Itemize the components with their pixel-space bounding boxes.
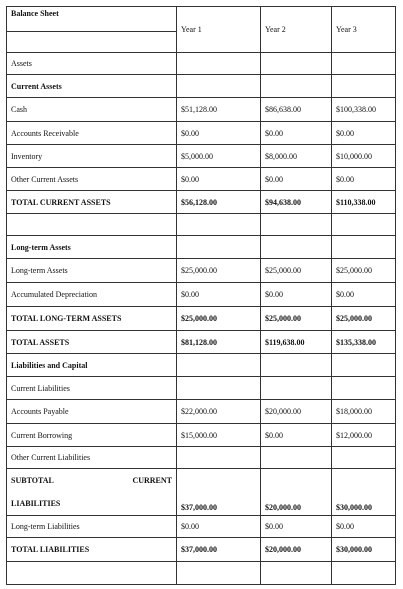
value-cell (332, 236, 396, 259)
row-label-part: SUBTOTAL (11, 476, 54, 485)
value-cell: $0.00 (177, 122, 261, 145)
table-row (7, 354, 396, 377)
table-row (7, 259, 396, 283)
value-cell (261, 236, 332, 259)
value-cell: $94,638.00 (261, 191, 332, 214)
value-cell (177, 562, 261, 585)
value-cell: $56,128.00 (177, 191, 261, 214)
row-label-part: LIABILITIES (11, 499, 61, 508)
row-label: Assets (7, 53, 177, 75)
value-cell: $0.00 (177, 283, 261, 307)
value-cell: $119,638.00 (261, 331, 332, 354)
value-cell: $0.00 (177, 168, 261, 191)
table-row (7, 469, 396, 516)
value-cell (332, 53, 396, 75)
value-cell: $30,000.00 (332, 538, 396, 562)
table-row (7, 98, 396, 122)
value-cell: $86,638.00 (261, 98, 332, 122)
value-cell: $25,000.00 (261, 307, 332, 331)
row-label: Accumulated Depreciation (7, 283, 177, 307)
row-label: Long-term Liabilities (7, 516, 177, 538)
value-cell (261, 377, 332, 400)
value-cell: $25,000.00 (332, 307, 396, 331)
row-label: Inventory (7, 145, 177, 168)
table-row (7, 122, 396, 145)
value-cell (332, 75, 396, 98)
table-row (7, 377, 396, 400)
value-cell: $0.00 (332, 122, 396, 145)
value-cell: $0.00 (261, 516, 332, 538)
value-cell: $100,338.00 (332, 98, 396, 122)
row-label: Current Liabilities (7, 377, 177, 400)
value-cell: $0.00 (261, 424, 332, 447)
balance-sheet-table (6, 6, 396, 585)
year-header-1: Year 1 (177, 7, 261, 53)
table-row (7, 236, 396, 259)
row-label: Accounts Payable (7, 400, 177, 424)
row-label: Current Assets (7, 75, 177, 98)
value-cell: $25,000.00 (177, 259, 261, 283)
value-cell (332, 354, 396, 377)
value-cell (332, 377, 396, 400)
table-row (7, 447, 396, 469)
row-label: TOTAL ASSETS (7, 331, 177, 354)
sheet-title: Balance Sheet (7, 7, 177, 32)
table-row (7, 283, 396, 307)
value-cell: $20,000.00 (261, 400, 332, 424)
balance-sheet-body (7, 7, 396, 585)
value-cell: $20,000.00 (261, 469, 332, 516)
table-row (7, 168, 396, 191)
value-cell: $0.00 (332, 168, 396, 191)
row-label: Long-term Assets (7, 259, 177, 283)
row-label-part: CURRENT (132, 476, 172, 485)
value-cell (177, 377, 261, 400)
value-cell: $37,000.00 (177, 469, 261, 516)
row-label: Other Current Assets (7, 168, 177, 191)
table-row (7, 307, 396, 331)
value-cell (177, 354, 261, 377)
title-row (7, 7, 396, 32)
value-cell: $0.00 (261, 283, 332, 307)
row-label: Accounts Receivable (7, 122, 177, 145)
table-row (7, 214, 396, 236)
table-row (7, 191, 396, 214)
value-cell: $18,000.00 (332, 400, 396, 424)
row-label: TOTAL CURRENT ASSETS (7, 191, 177, 214)
value-cell: $30,000.00 (332, 469, 396, 516)
table-row (7, 53, 396, 75)
table-row (7, 424, 396, 447)
value-cell: $0.00 (177, 516, 261, 538)
value-cell: $10,000.00 (332, 145, 396, 168)
value-cell: $15,000.00 (177, 424, 261, 447)
table-row (7, 75, 396, 98)
value-cell: $0.00 (332, 283, 396, 307)
table-row (7, 331, 396, 354)
value-cell (332, 214, 396, 236)
value-cell: $81,128.00 (177, 331, 261, 354)
row-label: Other Current Liabilities (7, 447, 177, 469)
value-cell (332, 562, 396, 585)
value-cell: $25,000.00 (177, 307, 261, 331)
value-cell (261, 75, 332, 98)
value-cell (177, 53, 261, 75)
value-cell: $0.00 (261, 122, 332, 145)
value-cell: $0.00 (332, 516, 396, 538)
row-label: TOTAL LIABILITIES (7, 538, 177, 562)
value-cell: $110,338.00 (332, 191, 396, 214)
value-cell (177, 75, 261, 98)
table-row (7, 538, 396, 562)
value-cell: $22,000.00 (177, 400, 261, 424)
value-cell (261, 562, 332, 585)
value-cell (177, 214, 261, 236)
value-cell: $8,000.00 (261, 145, 332, 168)
table-row (7, 145, 396, 168)
row-label: TOTAL LONG-TERM ASSETS (7, 307, 177, 331)
value-cell: $135,338.00 (332, 331, 396, 354)
title-spacer-cell (7, 32, 177, 53)
value-cell (177, 236, 261, 259)
row-label (7, 214, 177, 236)
value-cell (261, 214, 332, 236)
row-label: Liabilities and Capital (7, 354, 177, 377)
value-cell (261, 447, 332, 469)
value-cell (177, 447, 261, 469)
row-label: Current Borrowing (7, 424, 177, 447)
value-cell: $0.00 (261, 168, 332, 191)
row-label: Long-term Assets (7, 236, 177, 259)
table-row (7, 516, 396, 538)
value-cell: $5,000.00 (177, 145, 261, 168)
value-cell: $25,000.00 (332, 259, 396, 283)
value-cell: $37,000.00 (177, 538, 261, 562)
value-cell: $20,000.00 (261, 538, 332, 562)
row-label (7, 469, 177, 516)
value-cell (332, 447, 396, 469)
table-row (7, 400, 396, 424)
value-cell (261, 53, 332, 75)
year-header-3: Year 3 (332, 7, 396, 53)
year-header-2: Year 2 (261, 7, 332, 53)
value-cell: $51,128.00 (177, 98, 261, 122)
table-row (7, 562, 396, 585)
value-cell: $12,000.00 (332, 424, 396, 447)
row-label: Cash (7, 98, 177, 122)
value-cell (261, 354, 332, 377)
row-label (7, 562, 177, 585)
value-cell: $25,000.00 (261, 259, 332, 283)
